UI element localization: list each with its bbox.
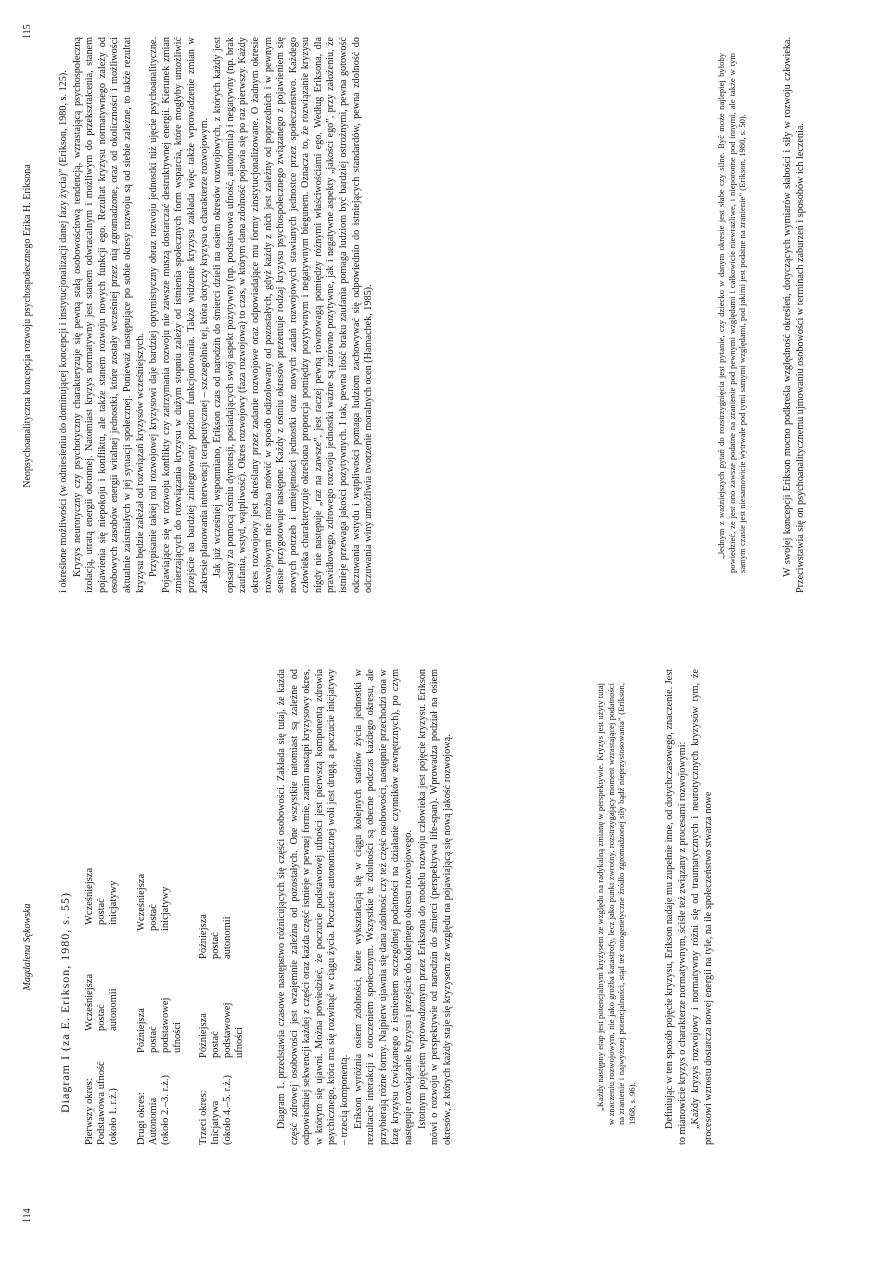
page-number: 114 (22, 1208, 33, 1223)
running-header: Magdalena Sękowska (22, 903, 33, 991)
paragraph: Diagram 1. przedstawia czasowe następstwo różnicujących się części osobowości. Zakłada się tutaj, że każda część zdrowej osobowości jest wzajemnie zależna od pozostałych. One wszystkie natomiast są zależne od odpowiedniej sekwencji każdej z części oraz każda część istnieje w pewnej formie, zanim nastąpi kryzysowy okres, w którym się ujawni. Można powiedzieć, że poczucie podstawowej ufności jest pierwszą komponentą zdrowia psychicznego, która ma się rozwinąć w ciągu życia. Poczucie autonomicznej woli jest drugą, a poczucie inicjatywy – trzecią komponentą. (276, 669, 350, 1145)
diagram-title: Diagram I (za E. Erikson, 1980, s. 55) (58, 892, 72, 1113)
stage-2 (136, 1075, 172, 1145)
paragraph: Przypisanie takiej roli rozwojowej kryzysowi daje bardziej optymistyczny obraz rozwoju jednostki niż ujęcie psychoanalityczne. Pojawiające się w rozwoju konflikty czy zatrzymania rozwoju nie zawsze muszą dostarczać destruktywnej energii. Kierunek zmian zmierzających do rozwiązania kryzysu w dużym stopniu zależy od istnienia społecznych form wsparcia, które mogłyby umożliwić przejście na bardziej zintegrowany poziom funkcjonowania. Także widzenie kryzysu zakłada więc także wprowadzenie zmian w zakresie planowania interwencji terapeutycznej – szczególnie tej, która dotyczy kryzysu o charakterze rozwojowym. (148, 37, 210, 593)
body-text-closing (782, 37, 808, 593)
cell-line: postać (210, 932, 221, 959)
cell-line: inicjatywy (108, 880, 119, 925)
stage-name: Podstawowa ufność (96, 1061, 107, 1145)
diagram-cell (136, 874, 172, 931)
cell-line: ufności (234, 1027, 245, 1058)
right-page (0, 0, 893, 631)
stage-label: Drugi okres: (136, 1092, 147, 1145)
cell-line: Późniejsza (198, 1013, 209, 1058)
diagram-cell (136, 998, 184, 1053)
stage-name: Inicjatywa (210, 1100, 221, 1145)
cell-line: inicjatywy (160, 886, 171, 931)
paragraph: Definiując w ten sposób pojęcie kryzysu, Erikson nadaje mu zupełnie inne, od dotychczasowego, znaczenie. Jest to mianowicie kryzys o charakterze normatywnym, ściśle też związany z procesami rozwojowymi: (664, 669, 688, 1145)
cell-line: postać (210, 1031, 221, 1058)
stage-3 (198, 1075, 234, 1145)
left-page (0, 631, 893, 1263)
stage-1 (84, 1061, 120, 1145)
diagram-cell (198, 1003, 246, 1058)
body-text-continued (664, 669, 716, 1145)
block-quote (595, 683, 637, 1125)
cell-line: autonomii (222, 916, 233, 959)
paragraph: Erikson wyróżnia osiem zdolności, które wykształcają się w ciągu kolejnych stadiów życia jednostki w rezultacie interakcji z otoczeniem społecznym. Wszystkie te zdolności są obecne podczas każdego okresu, ale przybierają różne formy. Najpierw ujawnia się dana zdolność czy też część osobowości, następnie przechodzi ona w fazę kryzysu (związanego z istnieniem szczególnej podatności na działanie czynników zewnętrznych), po czym następuje rozwiązanie kryzysu i przejście do kolejnego okresu rozwojowego. (352, 669, 414, 1145)
stage-name: Autonomia (148, 1097, 159, 1145)
stage-age: (około 4.–5. r.ż.) (222, 1075, 233, 1145)
cell-line: postać (148, 904, 159, 931)
cell-line: postać (96, 1004, 107, 1031)
diagram-cell (84, 974, 120, 1031)
diagram-cell (198, 914, 234, 959)
body-text (276, 669, 455, 1145)
cell-line: autonomii (108, 988, 119, 1031)
quote-text: „Jednym z ważniejszych pytań do rozstrzygnięcia jest pytanie, czy dziecko w danym okresie jest słabe czy silne. Być może najlepiej byłoby powiedzieć, że jest ono zawsze podatne na zranienie pod pewnymi względami i całkowicie niewrażliwe, i nieporonne pod innymi, ale także w tym samym czasie jest niesamowicie wytrwałe pod tymi samymi względami, pod jakimi jest podatne na zranienie” (Erikson, 1980, s. 50). (716, 53, 748, 573)
cell-line: postać (96, 898, 107, 925)
stage-label: Pierwszy okres: (84, 1078, 95, 1145)
cell-line: ufności (172, 1022, 183, 1053)
quote-text: „Każdy następny etap jest potencjalnym kryzysem ze względu na radykalną zmianę w perspektywie. Kryzys jest użyty tutaj w znaczeniu rozwojowym, nie jako groźba katastrofy, lecz jako punkt zwrotny, rozstrzygający moment wzrastającej podatności na zranienie i najwyższej potencjalności, stąd też ontogenetyczne źródło zgromadzonej siły bądź nieprzystosowania” (Erikson, 1968, s. 96). (595, 683, 637, 1125)
paragraph: Jak już wcześniej wspomniano, Erikson czas od narodzin do śmierci dzieli na osiem okresów rozwojowych, z których każdy jest opisany za pomocą ośmiu dymensji, posiadających swój aspekt pozytywny (np. podstawowa ufność, autonomia) i negatywny (np. brak zaufania, wstyd, wątpliwość). Okres rozwojowy (faza rozwojowa) to czas, w którym dana zdolność pojawia się po raz pierwszy. Każdy okres rozwojowy jest określany przez zadanie rozwojowe oraz odpowiadające mu formy zinstytucjonalizowane. O żadnym okresie rozwojowym nie można mówić w sposób odizolowany od pozostałych, gdyż każdy z nich jest zależny od poprzednich i w pewnym sensie przygotowuje następne. Każdy z ośmiu okresów prezentuje rodzaj kryzysu psychospołecznego związanego z pojawieniem się nowych potrzeb i umiejętności jednostki oraz nowych zadań rozwojowych stawianych jednostce przez społeczeństwo. Każdego człowieka charakteryzuje określona proporcja pomiędzy pozytywnym i negatywnym biegunem. Oznacza to, że rozwiązanie kryzysu nigdy nie następuje „raz na zawsze”, jest raczej pewną równowagą pomiędzy różnymi właściwościami ego. Według Eriksona, dla prawidłowego, zdrowego rozwoju jednostki ważne są zarówno pozytywne, jak i negatywne aspekty „jakości ego”, przy założeniu, że istnieje przewaga jakości pozytywnych. I tak, pewna ilość braku zaufania pomaga ludziom być bardziej ostrożnymi, pewna gotowość odczuwania wstydu i wątpliwości pomaga ludziom zachowywać się odpowiednio do istniejących standardów, pewna zdolność do odczuwania winy umożliwia tworzenie moralnych ocen (Hamachek, 1985). (212, 37, 375, 593)
running-header: Neopsychoanalityczna koncepcja rozwoju psychospołecznego Erika H. Eriksona (22, 164, 33, 488)
cell-line: Późniejsza (198, 914, 209, 959)
cell-line: Późniejsza (136, 1008, 147, 1053)
body-text (58, 37, 377, 593)
cell-line: podstawowej (222, 1002, 233, 1058)
paragraph: „Każdy kryzys rozwojowy i normatywny różni się od traumatycznych i neurotycznych kryzysów tym, że procesowi wzrostu dostarcza nowej energii na tyle, na ile społeczeństwo stwarza nowe (690, 669, 714, 1145)
cell-line: Wcześniejsza (84, 867, 95, 925)
paragraph: i określone możliwości (w odniesieniu do dominującej koncepcji i instytucjonalizacji danej fazy życia)” (Erikson, 1980, s. 125). (58, 70, 69, 593)
block-quote (716, 53, 748, 573)
stage-age: (około 2.–3. r.ż.) (160, 1075, 171, 1145)
paragraph: Istotnym pojęciem wprowadzonym przez Eriksona do modelu rozwoju człowieka jest pojęcie kryzysu. Erikson mówi o rozwoju w perspektywie od narodzin do śmierci (perspektywa life-span). Wprowadza podział na osiem okresów, z których każdy staje się kryzysem ze względu na pojawiającą się nową jakość rozwojową. (416, 669, 453, 1145)
cell-line: Wcześniejsza (84, 973, 95, 1031)
stage-label: Trzeci okres: (198, 1090, 209, 1145)
cell-line: Wcześniejsza (136, 873, 147, 931)
paragraph: Kryzys neurotyczny czy psychotyczny charakteryzuje się pewną stałą osobowościową tendencją, wzrastającą psychospołeczną izolacją, utratą energii obronnej. Natomiast kryzys normatywny jest stanem odwracalnym i możliwym do przekształcenia, stanem pojawienia się niepokoju i konfliktu, ale także stanem rozwoju nowych funkcji ego. Rezultat kryzysu normatywnego zależy od osobowych zasobów energii witalnej jednostki, które zostały wcześniej przez nią zgromadzone, oraz od okoliczności i możliwości aktualnie zaistniałych w jej sytuacji społecznej. Ponieważ następujące po sobie okresy rozwoju są od siebie zależne, to także rezultat kryzysu będzie zależał od rozwiązań kryzysów wcześniejszych. (71, 37, 146, 593)
cell-line: podstawowej (160, 997, 171, 1053)
paragraph: W swojej koncepcji Erikson mocno podkreśla względność określeń, dotyczących wymiarów słabości i siły w rozwoju człowieka. Przeciwstawia się on psychoanalitycznemu ujmowaniu osobowości w terminach zaburzeń i sposobów ich leczenia. (782, 37, 806, 593)
page-number: 115 (22, 24, 33, 39)
cell-line: postać (148, 1026, 159, 1053)
stage-age: (około 1. r.ż.) (108, 1088, 119, 1145)
diagram-cell (84, 868, 120, 925)
